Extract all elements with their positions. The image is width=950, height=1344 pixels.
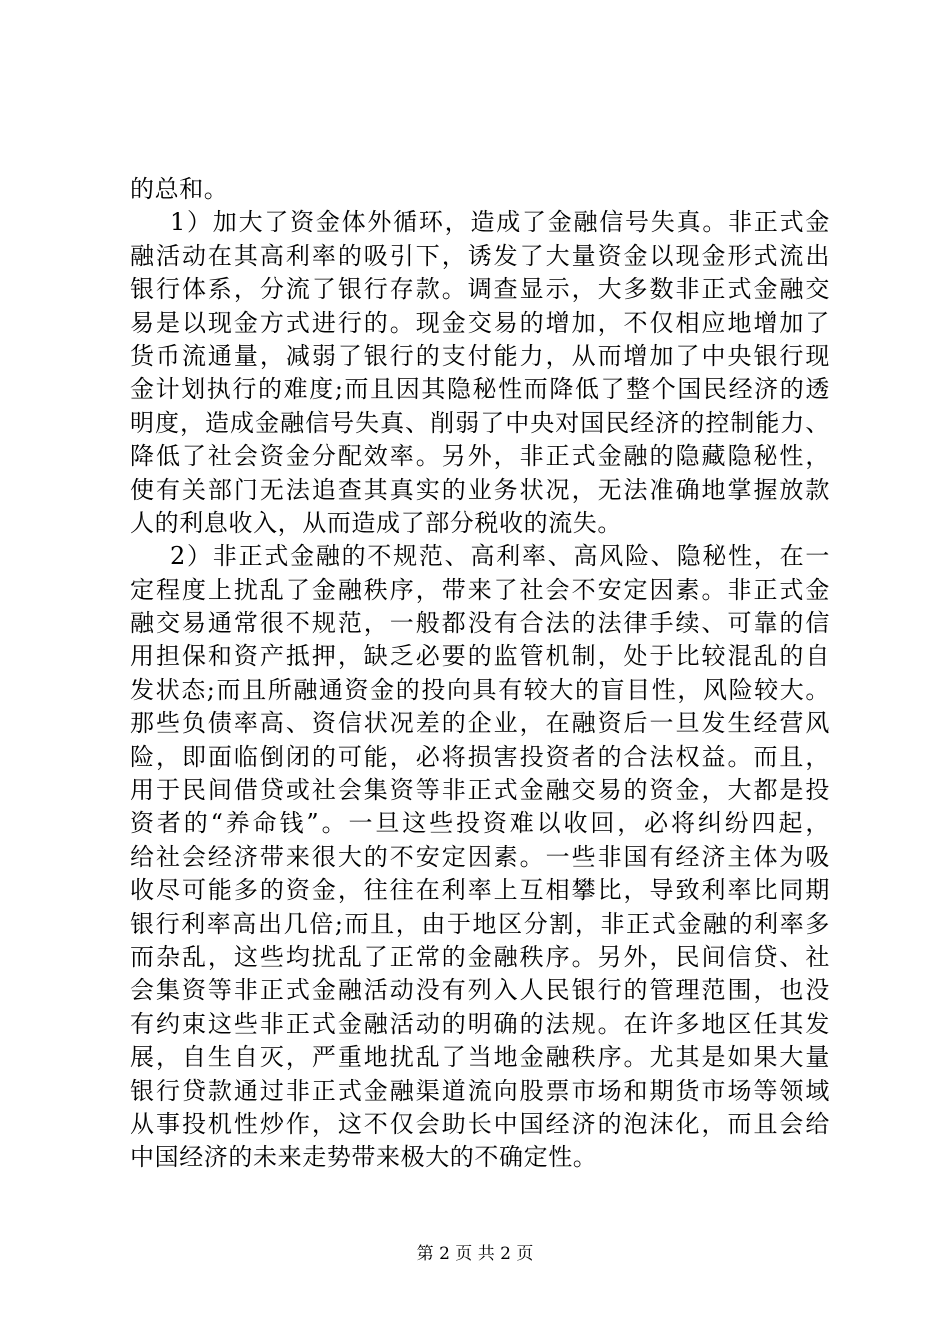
text-line: 险，即面临倒闭的可能，必将损害投资者的合法权益。而且， <box>130 742 830 771</box>
text-line: 人的利息收入，从而造成了部分税收的流失。 <box>130 508 622 537</box>
text-line: 1）加大了资金体外循环，造成了金融信号失真。非正式金 <box>170 208 830 237</box>
text-line: 给社会经济带来很大的不安定因素。一些非国有经济主体为吸 <box>130 842 830 871</box>
text-line: 那些负债率高、资信状况差的企业，在融资后一旦发生经营风 <box>130 709 830 738</box>
text-line: 有约束这些非正式金融活动的明确的法规。在许多地区任其发 <box>130 1009 830 1038</box>
text-line: 易是以现金方式进行的。现金交易的增加，不仅相应地增加了 <box>130 308 830 337</box>
text-line: 融活动在其高利率的吸引下，诱发了大量资金以现金形式流出 <box>130 241 830 270</box>
text-line: 银行体系，分流了银行存款。调查显示，大多数非正式金融交 <box>130 275 830 304</box>
text-line: 用担保和资产抵押，缺乏必要的监管机制，处于比较混乱的自 <box>130 642 830 671</box>
text-line: 展，自生自灭，严重地扰乱了当地金融秩序。尤其是如果大量 <box>130 1043 830 1072</box>
text-line: 银行贷款通过非正式金融渠道流向股票市场和期货市场等领域 <box>130 1076 830 1105</box>
text-line: 而杂乱，这些均扰乱了正常的金融秩序。另外，民间信贷、社 <box>130 942 830 971</box>
text-line: 中国经济的未来走势带来极大的不确定性。 <box>130 1143 598 1172</box>
text-line: 用于民间借贷或社会集资等非正式金融交易的资金，大都是投 <box>130 776 830 805</box>
text-line: 使有关部门无法追查其真实的业务状况，无法准确地掌握放款 <box>130 475 830 504</box>
text-line: 货币流通量，减弱了银行的支付能力，从而增加了中央银行现 <box>130 341 830 370</box>
text-line: 的总和。 <box>130 175 229 203</box>
document-body <box>130 173 830 1175</box>
text-line: 银行利率高出几倍;而且，由于地区分割，非正式金融的利率多 <box>130 909 830 938</box>
text-line: 定程度上扰乱了金融秩序，带来了社会不安定因素。非正式金 <box>130 575 830 604</box>
text-line: 明度，造成金融信号失真、削弱了中央对国民经济的控制能力、 <box>130 408 830 437</box>
text-line: 降低了社会资金分配效率。另外，非正式金融的隐藏隐秘性， <box>130 442 830 471</box>
text-line: 会集资等非正式金融活动没有列入人民银行的管理范围，也没 <box>130 976 830 1005</box>
text-line: 收尽可能多的资金，往往在利率上互相攀比，导致利率比同期 <box>130 876 830 905</box>
text-line: 2）非正式金融的不规范、高利率、高风险、隐秘性，在一 <box>170 542 830 571</box>
text-line: 资者的“养命钱”。一旦这些投资难以收回，必将纠纷四起， <box>130 809 830 838</box>
text-line: 融交易通常很不规范，一般都没有合法的法律手续、可靠的信 <box>130 609 830 638</box>
text-line: 从事投机性炒作，这不仅会助长中国经济的泡沫化，而且会给 <box>130 1109 830 1138</box>
page-number-footer: 第 2 页 共 2 页 <box>416 1244 534 1264</box>
text-line: 金计划执行的难度;而且因其隐秘性而降低了整个国民经济的透 <box>130 375 830 404</box>
text-line: 发状态;而且所融通资金的投向具有较大的盲目性，风险较大。 <box>130 675 830 704</box>
